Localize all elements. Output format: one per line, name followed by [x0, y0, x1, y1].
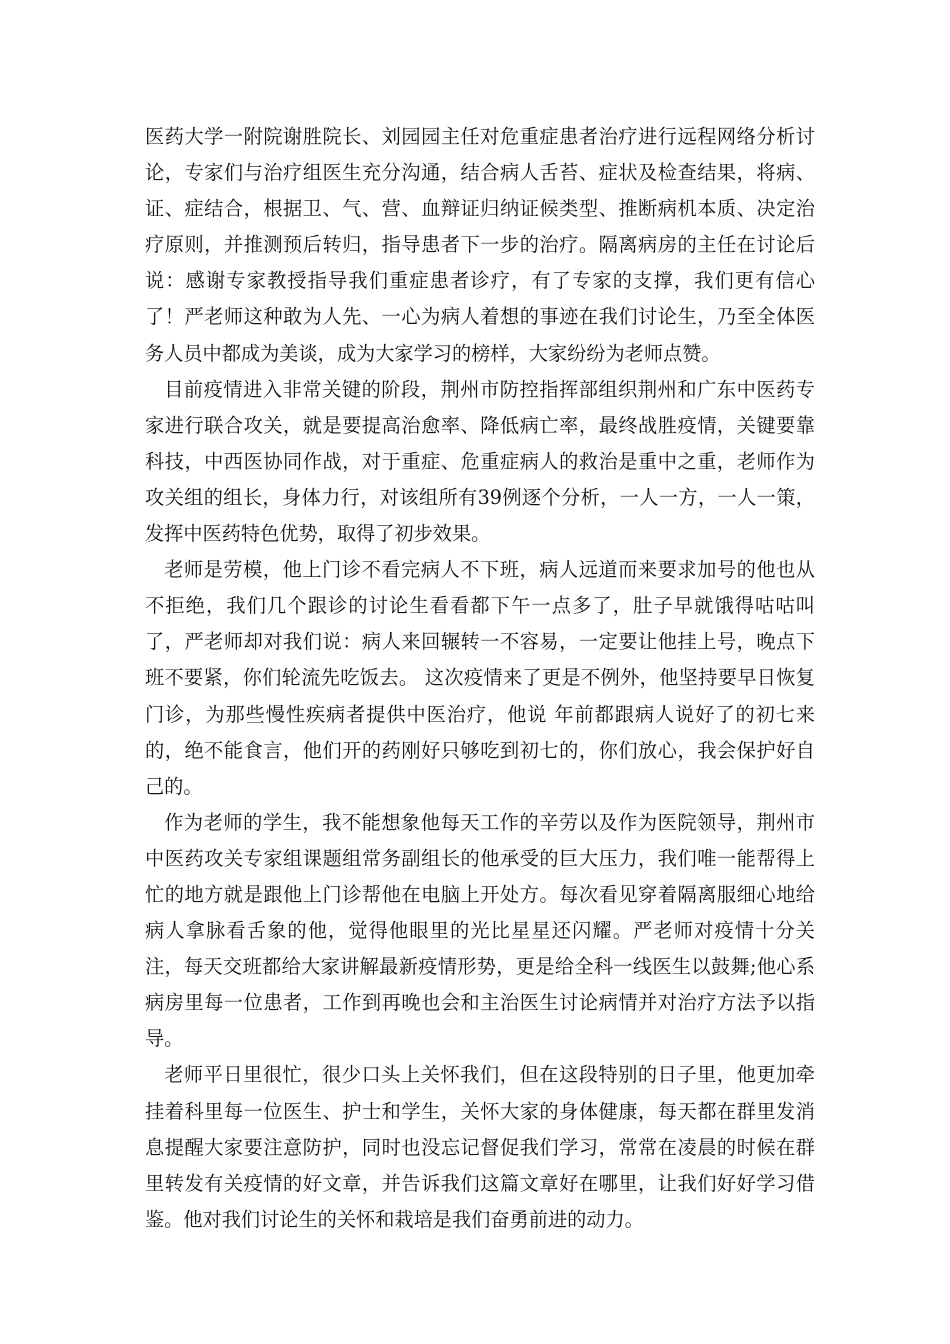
document-body [145, 119, 815, 1238]
paragraph-1: 医药大学一附院谢胜院长、刘园园主任对危重症患者治疗进行远程网络分析讨论，专家们与治疗组医生充分沟通，结合病人舌苔、症状及检查结果，将病、证、症结合，根据卫、气、营、血辩证归纳证候类型、推断病机本质、决定治疗原则，并推测预后转归，指导患者下一步的治疗。隔离病房的主任在讨论后说：感谢专家教授指导我们重症患者诊疗，有了专家的支撑，我们更有信心了！严老师这种敢为人先、一心为病人着想的事迹在我们讨论生，乃至全体医务人员中都成为美谈，成为大家学习的榜样，大家纷纷为老师点赞。 [145, 125, 815, 365]
paragraph-5: 老师平日里很忙，很少口头上关怀我们，但在这段特别的日子里，他更加牵挂着科里每一位医生、护士和学生，关怀大家的身体健康，每天都在群里发消息提醒大家要注意防护，同时也没忘记督促我们学习，常常在凌晨的时候在群里转发有关疫情的好文章，并告诉我们这篇文章好在哪里，让我们好好学习借鉴。他对我们讨论生的关怀和栽培是我们奋勇前进的动力。 [145, 1063, 815, 1231]
paragraph-4: 作为老师的学生，我不能想象他每天工作的辛劳以及作为医院领导，荆州市中医药攻关专家组课题组常务副组长的他承受的巨大压力，我们唯一能帮得上忙的地方就是跟他上门诊帮他在电脑上开处方。每次看见穿着隔离服细心地给病人拿脉看舌象的他，觉得他眼里的光比星星还闪耀。严老师对疫情十分关注，每天交班都给大家讲解最新疫情形势，更是给全科一线医生以鼓舞;他心系病房里每一位患者，工作到再晚也会和主治医生讨论病情并对治疗方法予以指导。 [145, 810, 815, 1051]
paragraph-3: 老师是劳模，他上门诊不看完病人不下班，病人远道而来要求加号的他也从不拒绝，我们几个跟诊的讨论生看看都下午一点多了，肚子早就饿得咕咕叫了，严老师却对我们说：病人来回辗转一不容易，一定要让他挂上号，晚点下班不要紧，你们轮流先吃饭去。 这次疫情来了更是不例外，他坚持要早日恢复门诊，为那些慢性疾病者提供中医治疗，他说 年前都跟病人说好了的初七来的，绝不能食言，他们开的药刚好只够吃到初七的，你们放心，我会保护好自己的。 [145, 558, 815, 798]
paragraph-2: 目前疫情进入非常关键的阶段，荆州市防控指挥部组织荆州和广东中医药专家进行联合攻关，就是要提高治愈率、降低病亡率，最终战胜疫情，关键要靠科技，中西医协同作战，对于重症、危重症病人的救治是重中之重，老师作为攻关组的组长，身体力行，对该组所有39例逐个分析，一人一方，一人一策，发挥中医药特色优势，取得了初步效果。 [145, 377, 815, 546]
